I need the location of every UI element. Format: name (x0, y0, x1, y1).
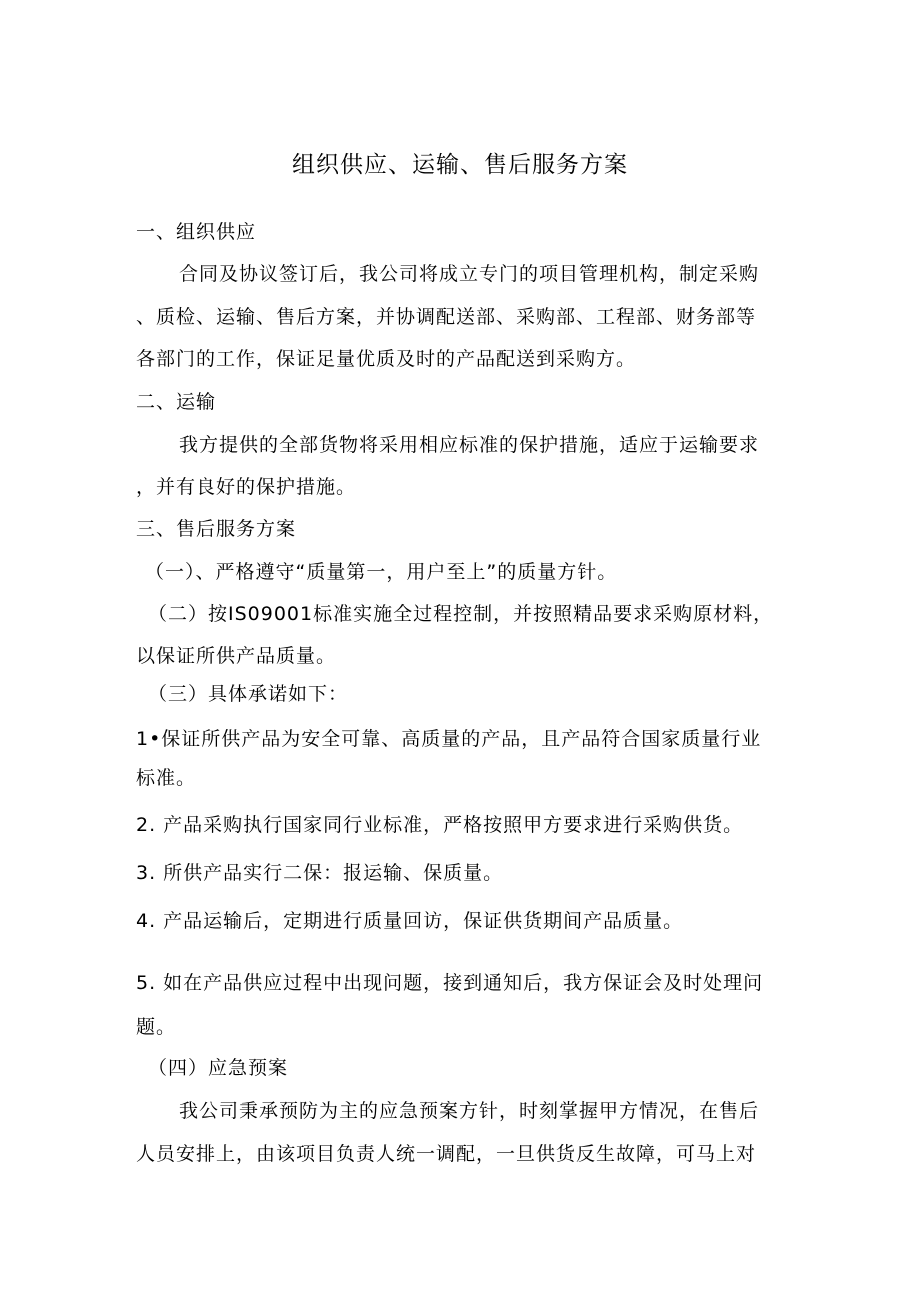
paragraph-line: 人员安排上，由该项目负责人统一调配，一旦供货反生故障，可马上对 (136, 1143, 757, 1165)
list-item: （二）按IS09001标准实施全过程控制，并按照精品要求采购原材料， (148, 603, 774, 625)
paragraph-line: 我公司秉承预防为主的应急预案方针，时刻掌握甲方情况，在售后 (179, 1100, 760, 1122)
list-item: （一）、严格遵守“质量第一，用户至上”的质量方针。 (145, 561, 618, 583)
promise-item: 2. 产品采购执行国家同行业标准，严格按照甲方要求进行采购供货。 (136, 814, 744, 836)
section-heading-supply: 一、组织供应 (136, 221, 257, 243)
paragraph-line: 标准。 (136, 767, 197, 789)
section-heading-transport: 二、运输 (136, 391, 217, 413)
paragraph-line: 各部门的工作，保证足量优质及时的产品配送到采购方。 (136, 348, 637, 370)
promise-item: 4. 产品运输后，定期进行质量回访，保证供货期间产品质量。 (136, 910, 684, 932)
promise-item: 3. 所供产品实行二保：报运输、保质量。 (136, 862, 504, 884)
paragraph-line: 我方提供的全部货物将采用相应标准的保护措施，适应于运输要求 (179, 434, 760, 456)
paragraph-line: ，并有良好的保护措施。 (136, 476, 357, 498)
document-title: 组织供应、运输、售后服务方案 (292, 152, 628, 178)
paragraph-line: 以保证所供产品质量。 (136, 645, 337, 667)
section-heading-after-sales: 三、售后服务方案 (136, 518, 297, 540)
promise-item: 1•保证所供产品为安全可靠、高质量的产品，且产品符合国家质量行业 (136, 728, 762, 750)
list-item: （四）应急预案 (148, 1057, 289, 1079)
paragraph-line: 合同及协议签订后，我公司将成立专门的项目管理机构，制定采购 (179, 263, 760, 285)
paragraph-line: 、质检、运输、售后方案，并协调配送部、采购部、工程部、财务部等 (136, 306, 757, 328)
promise-item: 5. 如在产品供应过程中出现问题，接到通知后，我方保证会及时处理问 (136, 972, 764, 994)
list-item: （三）具体承诺如下： (148, 683, 349, 705)
paragraph-line: 题。 (136, 1016, 177, 1038)
